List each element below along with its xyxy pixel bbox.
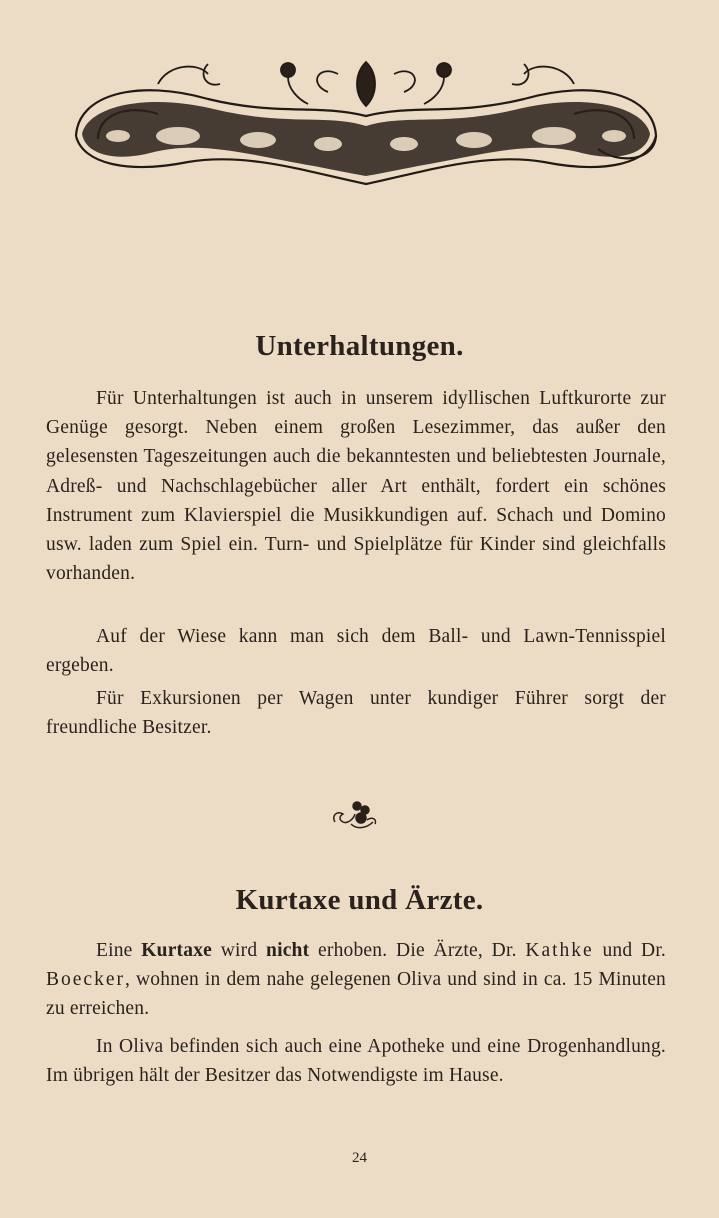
page-number: 24: [352, 1150, 367, 1166]
doctor-name: Boecker: [46, 969, 125, 991]
paragraph: In Oliva befinden sich auch eine Apotheke und eine Drogenhandlung. Im übrigen hält der Besitzer das Notwendigste im Hause.: [46, 1036, 666, 1087]
paragraph: Für Unterhaltungen ist auch in unserem idyllischen Luftkurorte zur Genüge gesorgt. Neben einem großen Lesezimmer, das außer den gelesensten Tageszeitungen auch die bekanntesten und beliebtesten Journale, Adreß- und Nachschlagebücher aller Art enthält, fordert ein schönes Instrument zum Klavierspiel die Musikkundigen auf. Schach und Domino usw. laden zum Spiel ein. Turn- und Spielplätze für Kinder sind gleichfalls vorhanden.: [46, 388, 666, 585]
section-title-kurtaxe: Kurtaxe und Ärzte.: [235, 884, 484, 916]
bold-term: Kurtaxe: [141, 940, 212, 961]
floral-divider-icon: [327, 796, 381, 834]
paragraph: Auf der Wiese kann man sich dem Ball- und Lawn-Tennisspiel ergeben.: [46, 626, 666, 677]
section-title-unterhaltungen: Unterhaltungen.: [255, 330, 464, 362]
paragraph: Eine Kurtaxe wird nicht erhoben. Die Ärzte, Dr. Kathke und Dr. Boecker, wohnen in dem nahe gelegenen Oliva und sind in ca. 15 Minuten zu erreichen.: [46, 940, 667, 1020]
floral-ornament-icon: [58, 44, 674, 189]
doctor-name: Kathke: [525, 940, 594, 961]
paragraph: Für Exkursionen per Wagen unter kundiger Führer sorgt der freundliche Besitzer.: [46, 688, 666, 739]
bold-term: nicht: [266, 940, 310, 961]
